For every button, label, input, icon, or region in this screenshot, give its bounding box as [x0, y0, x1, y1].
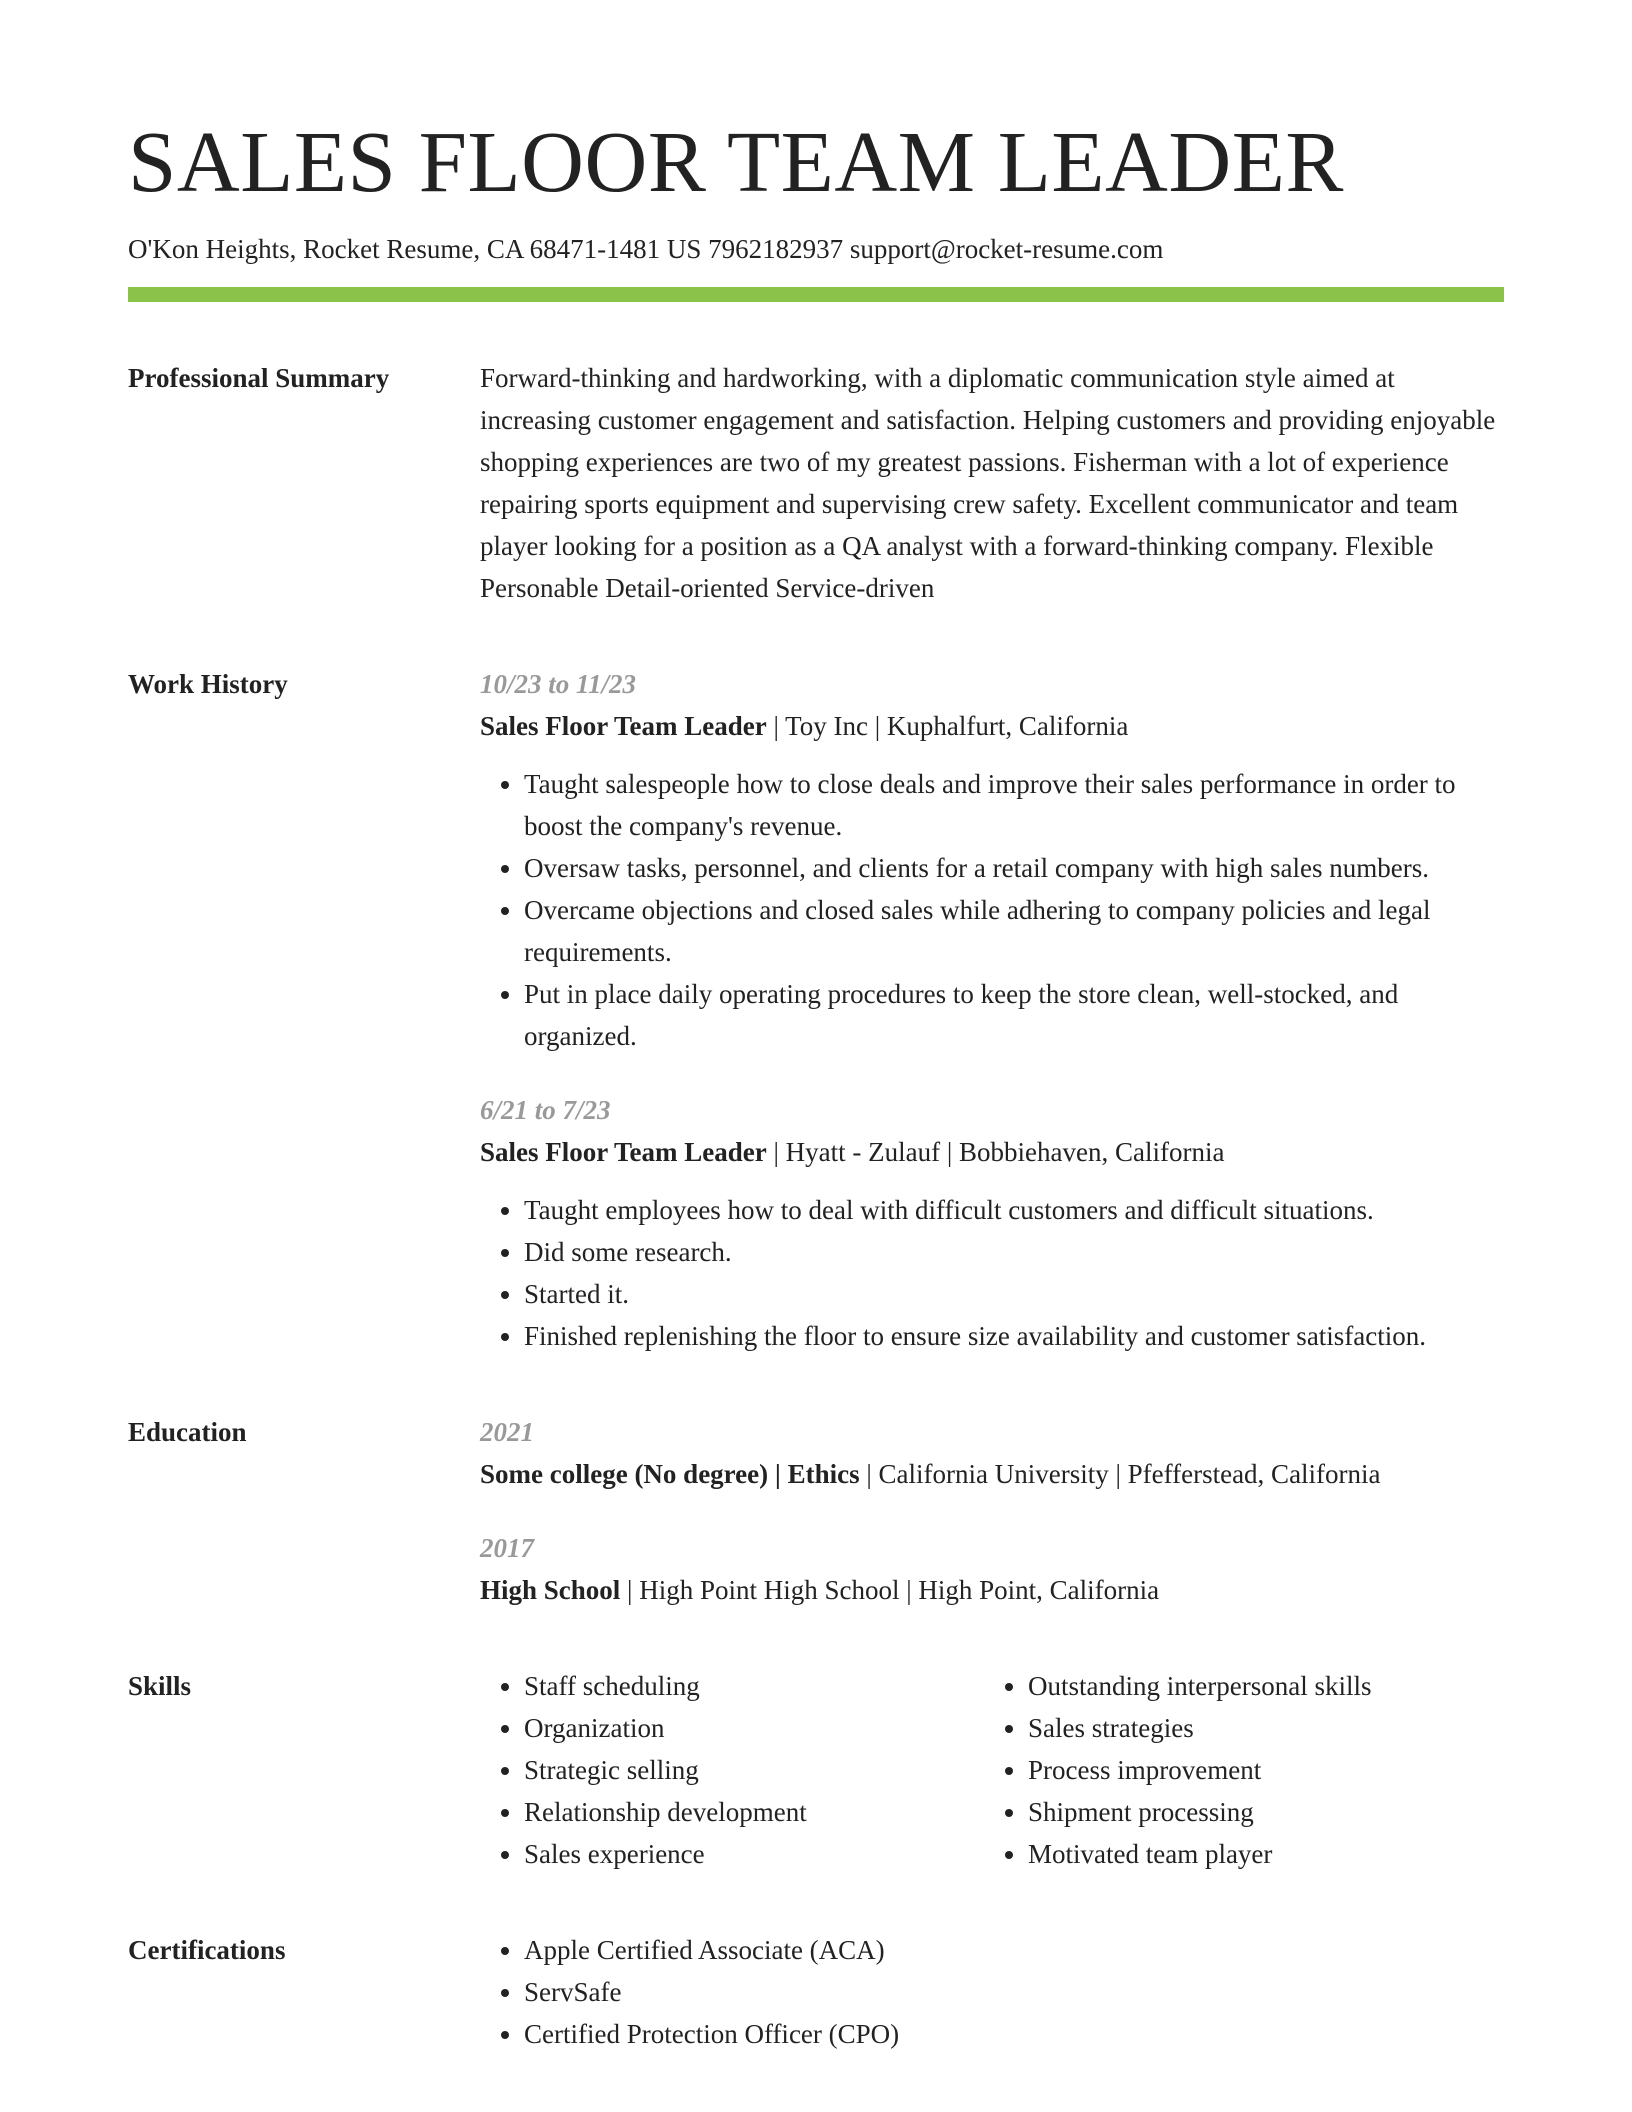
list-item: • ServSafe [524, 1971, 1504, 2013]
education-body [480, 1411, 1504, 1611]
list-item: • Did some research. [524, 1231, 1504, 1273]
work-history-body [480, 663, 1504, 1357]
skills-list [984, 1665, 1488, 1875]
work-entry-date: 6/21 to 7/23 [480, 1095, 611, 1126]
list-item: • Strategic selling [524, 1749, 984, 1791]
work-entry-heading [480, 705, 1504, 747]
list-item: • Shipment processing [1028, 1791, 1488, 1833]
list-item: • Taught salespeople how to close deals and improve their sales performance in order to boost the company's revenue. [524, 763, 1504, 847]
section-label-skills: Skills [128, 1671, 192, 1702]
work-entry-bullets [480, 763, 1504, 1057]
list-item: • Started it. [524, 1273, 1504, 1315]
work-entry-details: | Hyatt - Zulauf | Bobbiehaven, California [766, 1137, 1225, 1168]
list-item: • Put in place daily operating procedures to keep the store clean, well-stocked, and organized. [524, 973, 1504, 1057]
resume-title: SALES FLOOR TEAM LEADER [128, 113, 1344, 210]
list-item: • Apple Certified Associate (ACA) [524, 1929, 1504, 1971]
list-item: • Staff scheduling [524, 1665, 984, 1707]
work-entry-role: Sales Floor Team Leader [480, 711, 767, 742]
list-item: • Process improvement [1028, 1749, 1488, 1791]
work-entry [480, 663, 1504, 1057]
skills-section [128, 1665, 1504, 1875]
section-label-certifications: Certifications [128, 1935, 286, 1966]
education-entry-date: 2017 [480, 1533, 534, 1564]
section-label-summary: Professional Summary [128, 363, 390, 394]
skills-column-left [480, 1665, 984, 1875]
section-label-work-history: Work History [128, 669, 288, 700]
skills-list [480, 1665, 984, 1875]
work-entry-bullets [480, 1189, 1504, 1357]
certifications-list [480, 1929, 1504, 2055]
education-entry-heading [480, 1453, 1504, 1495]
summary-section [128, 357, 1504, 609]
work-entry-date: 10/23 to 11/23 [480, 669, 637, 700]
education-section [128, 1411, 1504, 1611]
list-item: • Certified Protection Officer (CPO) [524, 2013, 1504, 2055]
education-entry-details: | High Point High School | High Point, California [620, 1575, 1160, 1606]
accent-divider [128, 287, 1504, 302]
skills-column-right [984, 1665, 1488, 1875]
list-item: • Outstanding interpersonal skills [1028, 1665, 1488, 1707]
certifications-body [480, 1929, 1504, 2055]
education-entry-degree: High School [480, 1575, 621, 1606]
education-entry [480, 1527, 1504, 1611]
list-item: • Taught employees how to deal with difficult customers and difficult situations. [524, 1189, 1504, 1231]
work-entry-heading [480, 1131, 1504, 1173]
skills-body [480, 1665, 1504, 1875]
list-item: • Oversaw tasks, personnel, and clients for a retail company with high sales numbers. [524, 847, 1504, 889]
education-entry-heading [480, 1569, 1504, 1611]
list-item: • Motivated team player [1028, 1833, 1488, 1875]
education-entry-details: | California University | Pfefferstead, California [859, 1459, 1381, 1490]
section-label-education: Education [128, 1417, 247, 1448]
work-entry-role: Sales Floor Team Leader [480, 1137, 767, 1168]
list-item: • Overcame objections and closed sales while adhering to company policies and legal requirements. [524, 889, 1504, 973]
education-entry-date: 2021 [480, 1417, 534, 1448]
list-item: • Sales experience [524, 1833, 984, 1875]
list-item: • Relationship development [524, 1791, 984, 1833]
summary-text: Forward-thinking and hardworking, with a diplomatic communication style aimed at increasing customer engagement and satisfaction. Helping customers and providing enjoyable shopping experiences are two of my greatest passions. Fisherman with a lot of experience repairing sports equipment and supervising crew safety. Excellent communicator and team player looking for a position as a QA analyst with a forward-thinking company. Flexible Personable Detail-oriented Service-driven [480, 363, 1496, 604]
work-entry [480, 1089, 1504, 1357]
list-item: • Finished replenishing the floor to ensure size availability and customer satisfaction. [524, 1315, 1504, 1357]
list-item: • Sales strategies [1028, 1707, 1488, 1749]
education-entry [480, 1411, 1504, 1495]
education-entry-degree: Some college (No degree) | Ethics [480, 1459, 860, 1490]
summary-body [480, 357, 1504, 609]
certifications-section [128, 1929, 1504, 2055]
work-history-section [128, 663, 1504, 1357]
contact-line: O'Kon Heights, Rocket Resume, CA 68471-1481 US 7962182937 support@rocket-resume.com [128, 234, 1164, 264]
list-item: • Organization [524, 1707, 984, 1749]
work-entry-details: | Toy Inc | Kuphalfurt, California [766, 711, 1129, 742]
